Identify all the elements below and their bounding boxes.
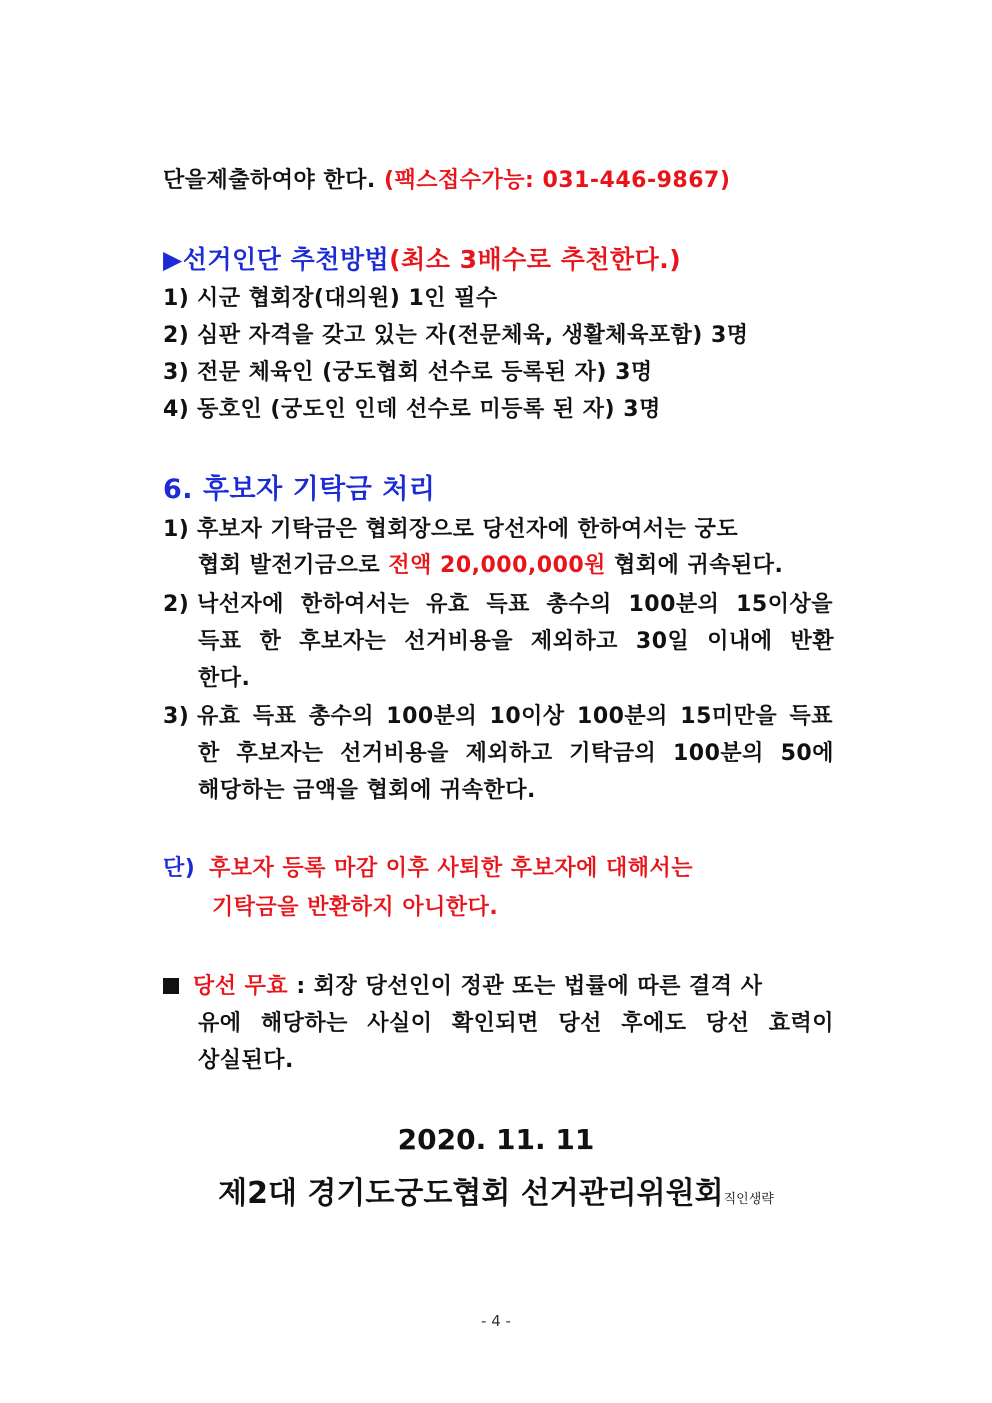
section6-item3-line1 [163, 699, 833, 730]
recommend-heading [163, 240, 681, 276]
invalid-label: 당선 무효 [193, 974, 289, 999]
item-text: 전문 체육인 (궁도협회 선수로 등록된 자) 3명 [197, 360, 653, 385]
notice-line1 [163, 851, 693, 882]
item-number: 3) [163, 704, 190, 729]
item-text: 심판 자격을 갖고 있는 자(전문체육, 생활체육포함) 3명 [197, 323, 749, 348]
square-bullet-icon [163, 978, 179, 994]
section6-item1-line2 [198, 548, 783, 579]
intro-text: 단을제출하여야 한다. [163, 168, 376, 193]
invalid-line1 [163, 969, 762, 1000]
item-text: 협회 발전기금으로 [198, 553, 389, 578]
invalid-line3: 상실된다. [198, 1048, 294, 1073]
item-text: 협회에 귀속된다. [605, 553, 784, 578]
notice-line2: 기탁금을 반환하지 아니한다. [212, 895, 499, 920]
list-item [163, 355, 653, 386]
triangle-bullet-icon: ▶ [163, 245, 183, 274]
item-number: 3) [163, 360, 190, 385]
issuer-name: 제2대 경기도궁도협회 선거관리위원회 [218, 1176, 724, 1211]
section6-item2-line1 [163, 587, 833, 618]
item-number: 4) [163, 397, 190, 422]
item-number: 1) [163, 517, 190, 542]
section6-title: 6. 후보자 기탁금 처리 [163, 474, 436, 505]
section6-item1-line1 [163, 512, 738, 543]
list-item [163, 318, 749, 349]
item-text: 유효 득표 총수의 100분의 10이상 100분의 15미만을 득표 [197, 704, 833, 729]
section6-item2-line3: 한다. [198, 666, 251, 691]
recommend-note: (최소 3배수로 추천한다.) [389, 245, 682, 274]
recommend-title: 선거인단 추천방법 [182, 245, 390, 274]
item-number: 1) [163, 286, 190, 311]
seal-omitted-note: 직인생략 [723, 1192, 774, 1207]
invalid-line2: 유에 해당하는 사실이 확인되면 당선 후에도 당선 효력이 [198, 1011, 834, 1036]
document-date: 2020. 11. 11 [397, 1123, 595, 1156]
item-text: 시군 협회장(대의원) 1인 필수 [197, 286, 498, 311]
fax-info: (팩스접수가능: 031-446-9867) [383, 168, 731, 193]
notice-label: 단) [163, 856, 196, 881]
page-number: - 4 - [481, 1312, 511, 1330]
list-item [163, 392, 661, 423]
invalid-text: : 회장 당선인이 정관 또는 법률에 따른 결격 사 [288, 974, 763, 999]
section6-item3-line2: 한 후보자는 선거비용을 제외하고 기탁금의 100분의 50에 [198, 741, 834, 766]
list-item [163, 281, 498, 312]
item-text: 후보자 기탁금은 협회장으로 당선자에 한하여서는 궁도 [197, 517, 739, 542]
section6-item2-line2: 득표 한 후보자는 선거비용을 제외하고 30일 이내에 반환 [198, 629, 834, 654]
item-number: 2) [163, 323, 190, 348]
issuer-signature [0, 1168, 992, 1212]
section6-item3-line3: 해당하는 금액을 협회에 귀속한다. [198, 778, 536, 803]
item-number: 2) [163, 592, 190, 617]
notice-text: 후보자 등록 마감 이후 사퇴한 후보자에 대해서는 [209, 856, 693, 881]
amount-highlight: 전액 20,000,000원 [388, 553, 606, 578]
item-text: 낙선자에 한하여서는 유효 득표 총수의 100분의 15이상을 [197, 592, 833, 617]
intro-line [163, 163, 730, 194]
item-text: 동호인 (궁도인 인데 선수로 미등록 된 자) 3명 [197, 397, 661, 422]
